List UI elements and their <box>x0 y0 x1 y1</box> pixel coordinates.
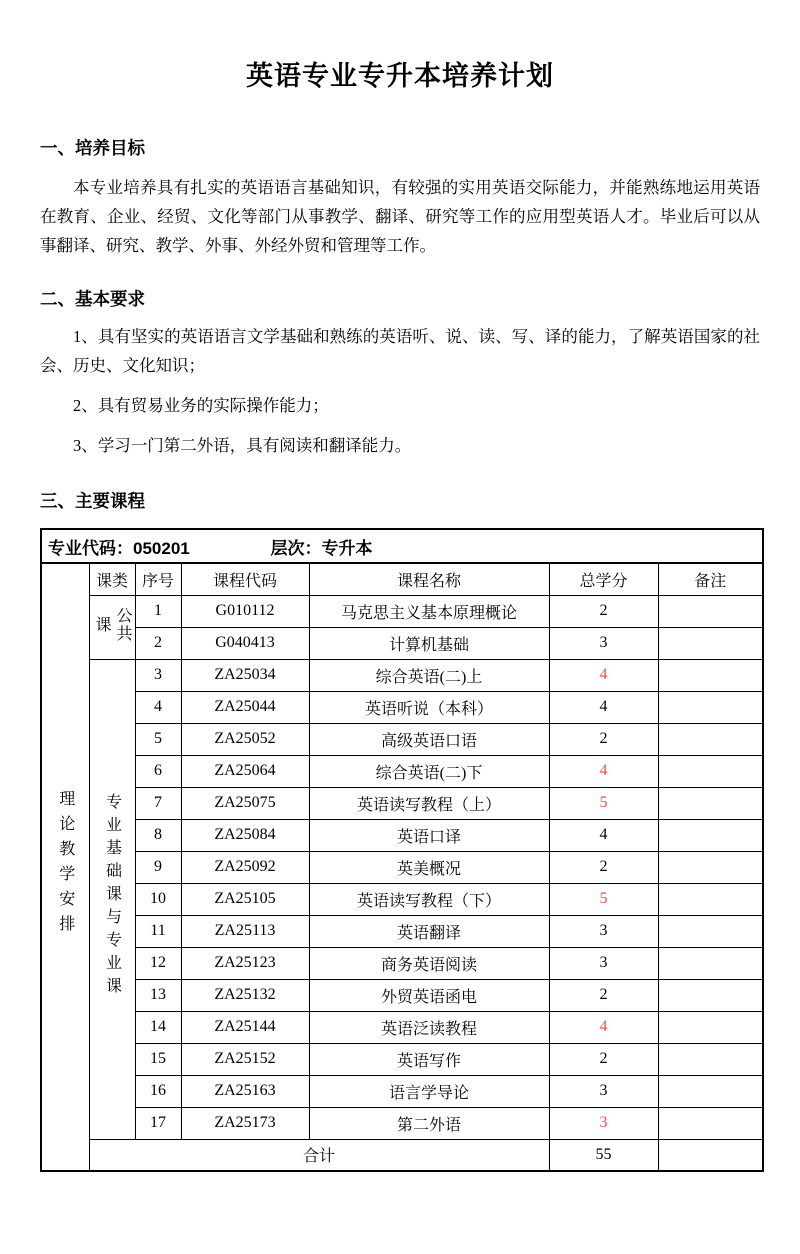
cell-remark <box>658 819 763 851</box>
cell-code: ZA25105 <box>181 883 309 915</box>
cell-remark <box>658 979 763 1011</box>
page-title: 英语专业专升本培养计划 <box>246 61 554 91</box>
table-row <box>41 723 763 755</box>
cell-remark <box>658 883 763 915</box>
table-row <box>41 595 763 627</box>
cell-credit: 2 <box>549 851 658 883</box>
cell-seq: 8 <box>135 819 181 851</box>
cell-seq: 4 <box>135 691 181 723</box>
courses-heading: 三、主要课程 <box>40 491 145 511</box>
table-row <box>41 947 763 979</box>
requirement-item: 2、具有贸易业务的实际操作能力； <box>73 396 329 415</box>
section-courses <box>40 488 760 1172</box>
cell-credit: 3 <box>549 947 658 979</box>
table-row <box>41 883 763 915</box>
table-row <box>41 755 763 787</box>
course-table <box>40 528 764 1172</box>
cell-credit: 3 <box>549 1075 658 1107</box>
cell-remark <box>658 915 763 947</box>
level-label: 层次： <box>270 538 322 558</box>
cell-code: ZA25132 <box>181 979 309 1011</box>
cell-remark <box>658 1107 763 1139</box>
cell-credit: 3 <box>549 627 658 659</box>
left-label: 理论教学安排 <box>56 789 74 940</box>
cell-code: G010112 <box>181 595 309 627</box>
cell-credit: 2 <box>549 595 658 627</box>
cell-seq: 15 <box>135 1043 181 1075</box>
col-header-remark: 备注 <box>658 563 763 595</box>
requirements-heading: 二、基本要求 <box>40 289 145 309</box>
cell-code: ZA25064 <box>181 755 309 787</box>
cell-credit: 2 <box>549 1043 658 1075</box>
cell-code: ZA25052 <box>181 723 309 755</box>
total-remark-cell <box>658 1139 763 1171</box>
cell-remark <box>658 947 763 979</box>
cell-remark <box>658 755 763 787</box>
table-row <box>41 915 763 947</box>
cell-code: ZA25034 <box>181 659 309 691</box>
table-row <box>41 787 763 819</box>
col-header-category: 课类 <box>89 563 135 595</box>
cell-name: 综合英语(二)上 <box>309 659 549 691</box>
objectives-paragraph: 本专业培养具有扎实的英语语言基础知识，有较强的实用英语交际能力，并能熟练地运用英语在教育、企业、经贸、文化等部门从事教学、翻译、研究等工作的应用型英语人才。毕业后可以从事翻译、研究、教学、外事、外经外贸和管理等工作。 <box>40 178 760 255</box>
cell-seq: 13 <box>135 979 181 1011</box>
table-header-row <box>41 563 763 595</box>
cell-name: 第二外语 <box>309 1107 549 1139</box>
cell-credit: 2 <box>549 979 658 1011</box>
table-row <box>41 851 763 883</box>
table-row <box>41 979 763 1011</box>
cell-name: 计算机基础 <box>309 627 549 659</box>
cell-remark <box>658 851 763 883</box>
left-label-cell <box>41 563 89 1171</box>
table-row <box>41 1043 763 1075</box>
cell-code: ZA25152 <box>181 1043 309 1075</box>
cell-code: ZA25044 <box>181 691 309 723</box>
cell-code: G040413 <box>181 627 309 659</box>
total-label-cell: 合计 <box>89 1139 549 1171</box>
cell-seq: 10 <box>135 883 181 915</box>
cell-seq: 6 <box>135 755 181 787</box>
table-row <box>41 1075 763 1107</box>
cell-name: 综合英语(二)下 <box>309 755 549 787</box>
cell-remark <box>658 1043 763 1075</box>
course-category-cell <box>89 595 135 659</box>
cell-name: 语言学导论 <box>309 1075 549 1107</box>
major-code <box>48 539 190 558</box>
cell-seq: 2 <box>135 627 181 659</box>
cell-code: ZA25173 <box>181 1107 309 1139</box>
table-row <box>41 659 763 691</box>
cell-seq: 12 <box>135 947 181 979</box>
cell-name: 英语翻译 <box>309 915 549 947</box>
cell-seq: 11 <box>135 915 181 947</box>
cell-remark <box>658 787 763 819</box>
table-row <box>41 691 763 723</box>
cell-code: ZA25113 <box>181 915 309 947</box>
cell-seq: 1 <box>135 595 181 627</box>
cell-code: ZA25092 <box>181 851 309 883</box>
cell-name: 外贸英语函电 <box>309 979 549 1011</box>
requirement-item: 3、学习一门第二外语，具有阅读和翻译能力。 <box>73 436 412 455</box>
cell-credit: 4 <box>549 659 658 691</box>
cell-credit: 4 <box>549 691 658 723</box>
cell-code: ZA25123 <box>181 947 309 979</box>
cell-seq: 5 <box>135 723 181 755</box>
cell-remark <box>658 691 763 723</box>
cell-name: 英美概况 <box>309 851 549 883</box>
col-header-seq: 序号 <box>135 563 181 595</box>
total-row <box>41 1139 763 1171</box>
total-credits-cell: 55 <box>549 1139 658 1171</box>
cell-credit: 2 <box>549 723 658 755</box>
cell-remark <box>658 659 763 691</box>
cell-credit: 5 <box>549 787 658 819</box>
cell-name: 英语写作 <box>309 1043 549 1075</box>
cell-code: ZA25144 <box>181 1011 309 1043</box>
cell-code: ZA25084 <box>181 819 309 851</box>
cell-name: 英语读写教程（上） <box>309 787 549 819</box>
course-category-cell <box>89 659 135 1139</box>
cell-credit: 4 <box>549 755 658 787</box>
course-category-label: 公共课 <box>93 606 131 643</box>
cell-name: 高级英语口语 <box>309 723 549 755</box>
table-row <box>41 1107 763 1139</box>
cell-credit: 4 <box>549 1011 658 1043</box>
cell-remark <box>658 627 763 659</box>
col-header-name: 课程名称 <box>309 563 549 595</box>
cell-name: 英语听说（本科） <box>309 691 549 723</box>
cell-code: ZA25075 <box>181 787 309 819</box>
cell-name: 英语读写教程（下） <box>309 883 549 915</box>
cell-code: ZA25163 <box>181 1075 309 1107</box>
table-row <box>41 627 763 659</box>
cell-credit: 4 <box>549 819 658 851</box>
cell-name: 英语泛读教程 <box>309 1011 549 1043</box>
major-code-label: 专业代码： <box>48 538 133 558</box>
cell-remark <box>658 1011 763 1043</box>
objectives-heading: 一、培养目标 <box>40 138 145 158</box>
table-row <box>41 819 763 851</box>
cell-remark <box>658 723 763 755</box>
cell-name: 商务英语阅读 <box>309 947 549 979</box>
cell-seq: 7 <box>135 787 181 819</box>
level-value: 专升本 <box>321 538 373 558</box>
cell-seq: 17 <box>135 1107 181 1139</box>
col-header-credits: 总学分 <box>549 563 658 595</box>
cell-name: 马克思主义基本原理概论 <box>309 595 549 627</box>
section-objectives <box>40 135 760 260</box>
cell-name: 英语口译 <box>309 819 549 851</box>
cell-remark <box>658 595 763 627</box>
cell-seq: 14 <box>135 1011 181 1043</box>
table-meta-cell <box>41 529 763 563</box>
cell-credit: 5 <box>549 883 658 915</box>
level <box>270 539 372 558</box>
requirement-item: 1、具有坚实的英语语言文学基础和熟练的英语听、说、读、写、译的能力，了解英语国家的社会、历史、文化知识； <box>40 327 760 375</box>
table-row <box>41 1011 763 1043</box>
cell-seq: 9 <box>135 851 181 883</box>
major-code-value: 050201 <box>133 538 190 558</box>
section-requirements <box>40 286 760 460</box>
course-category-label: 专业基础课与专业课 <box>103 793 121 1000</box>
cell-credit: 3 <box>549 915 658 947</box>
document-page <box>0 54 800 1254</box>
cell-seq: 16 <box>135 1075 181 1107</box>
cell-credit: 3 <box>549 1107 658 1139</box>
cell-remark <box>658 1075 763 1107</box>
cell-seq: 3 <box>135 659 181 691</box>
table-meta-row <box>41 529 763 563</box>
col-header-code: 课程代码 <box>181 563 309 595</box>
